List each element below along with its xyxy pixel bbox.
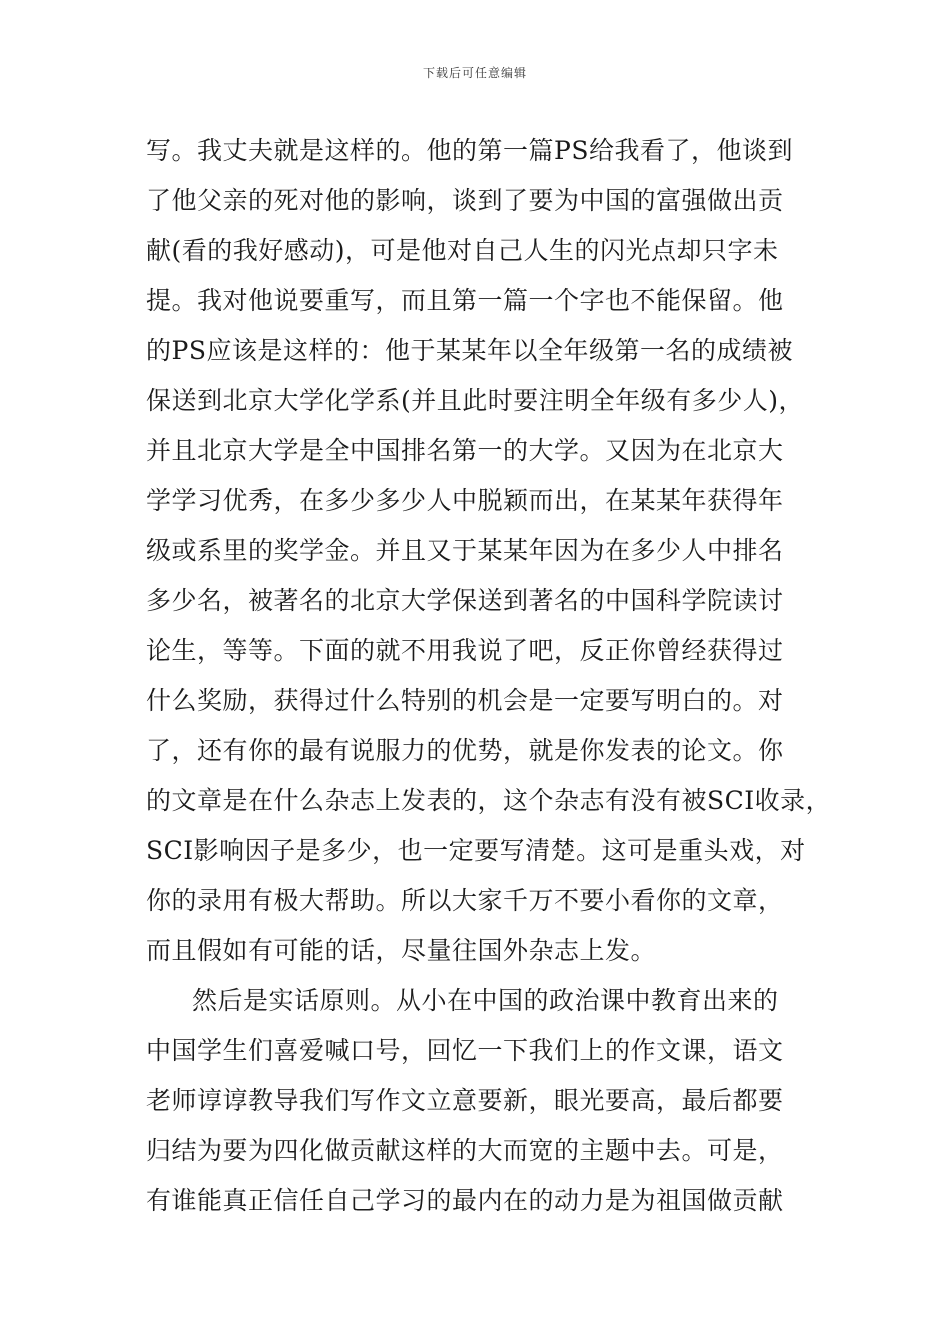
text-line: 级或系里的奖学金。并且又于某某年因为在多少人中排名 xyxy=(146,536,784,565)
text-line: 什么奖励，获得过什么特别的机会是一定要写明白的。对 xyxy=(146,686,784,715)
text-line: 然后是实话原则。从小在中国的政治课中教育出来的 xyxy=(192,986,779,1015)
text-line: 学学习优秀，在多少多少人中脱颖而出，在某某年获得年 xyxy=(146,486,784,515)
text-line: 写。我丈夫就是这样的。他的第一篇PS给我看了，他谈到 xyxy=(146,136,793,165)
text-line: SCI影响因子是多少，也一定要写清楚。这可是重头戏，对 xyxy=(146,836,806,865)
text-line: 了他父亲的死对他的影响，谈到了要为中国的富强做出贡 xyxy=(146,186,784,215)
text-line: 你的录用有极大帮助。所以大家千万不要小看你的文章， xyxy=(146,886,784,915)
text-line: 归结为要为四化做贡献这样的大而宽的主题中去。可是， xyxy=(146,1136,784,1165)
text-line: 的文章是在什么杂志上发表的，这个杂志有没有被SCI收录， xyxy=(146,786,832,815)
text-line: 有谁能真正信任自己学习的最内在的动力是为祖国做贡献 xyxy=(146,1186,784,1215)
text-line: 献(看的我好感动)，可是他对自己人生的闪光点却只字未 xyxy=(146,236,779,265)
text-line: 提。我对他说要重写，而且第一篇一个字也不能保留。他 xyxy=(146,286,784,315)
paragraph-2 xyxy=(146,976,816,1226)
text-line: 的PS应该是这样的：他于某某年以全年级第一名的成绩被 xyxy=(146,336,793,365)
text-line: 老师谆谆教导我们写作文立意要新，眼光要高，最后都要 xyxy=(146,1086,784,1115)
text-line: 保送到北京大学化学系(并且此时要注明全年级有多少人)， xyxy=(146,386,805,415)
document-body xyxy=(146,126,832,1226)
text-line: 中国学生们喜爱喊口号，回忆一下我们上的作文课，语文 xyxy=(146,1036,784,1065)
page-header: 下载后可任意编辑 xyxy=(422,66,527,80)
text-line: 多少名，被著名的北京大学保送到著名的中国科学院读讨 xyxy=(146,586,784,615)
text-line: 并且北京大学是全中国排名第一的大学。又因为在北京大 xyxy=(146,436,784,465)
text-line: 了，还有你的最有说服力的优势，就是你发表的论文。你 xyxy=(146,736,784,765)
paragraph-1 xyxy=(146,126,832,976)
text-line: 而且假如有可能的话，尽量往国外杂志上发。 xyxy=(146,936,657,965)
text-line: 论生，等等。下面的就不用我说了吧，反正你曾经获得过 xyxy=(146,636,784,665)
